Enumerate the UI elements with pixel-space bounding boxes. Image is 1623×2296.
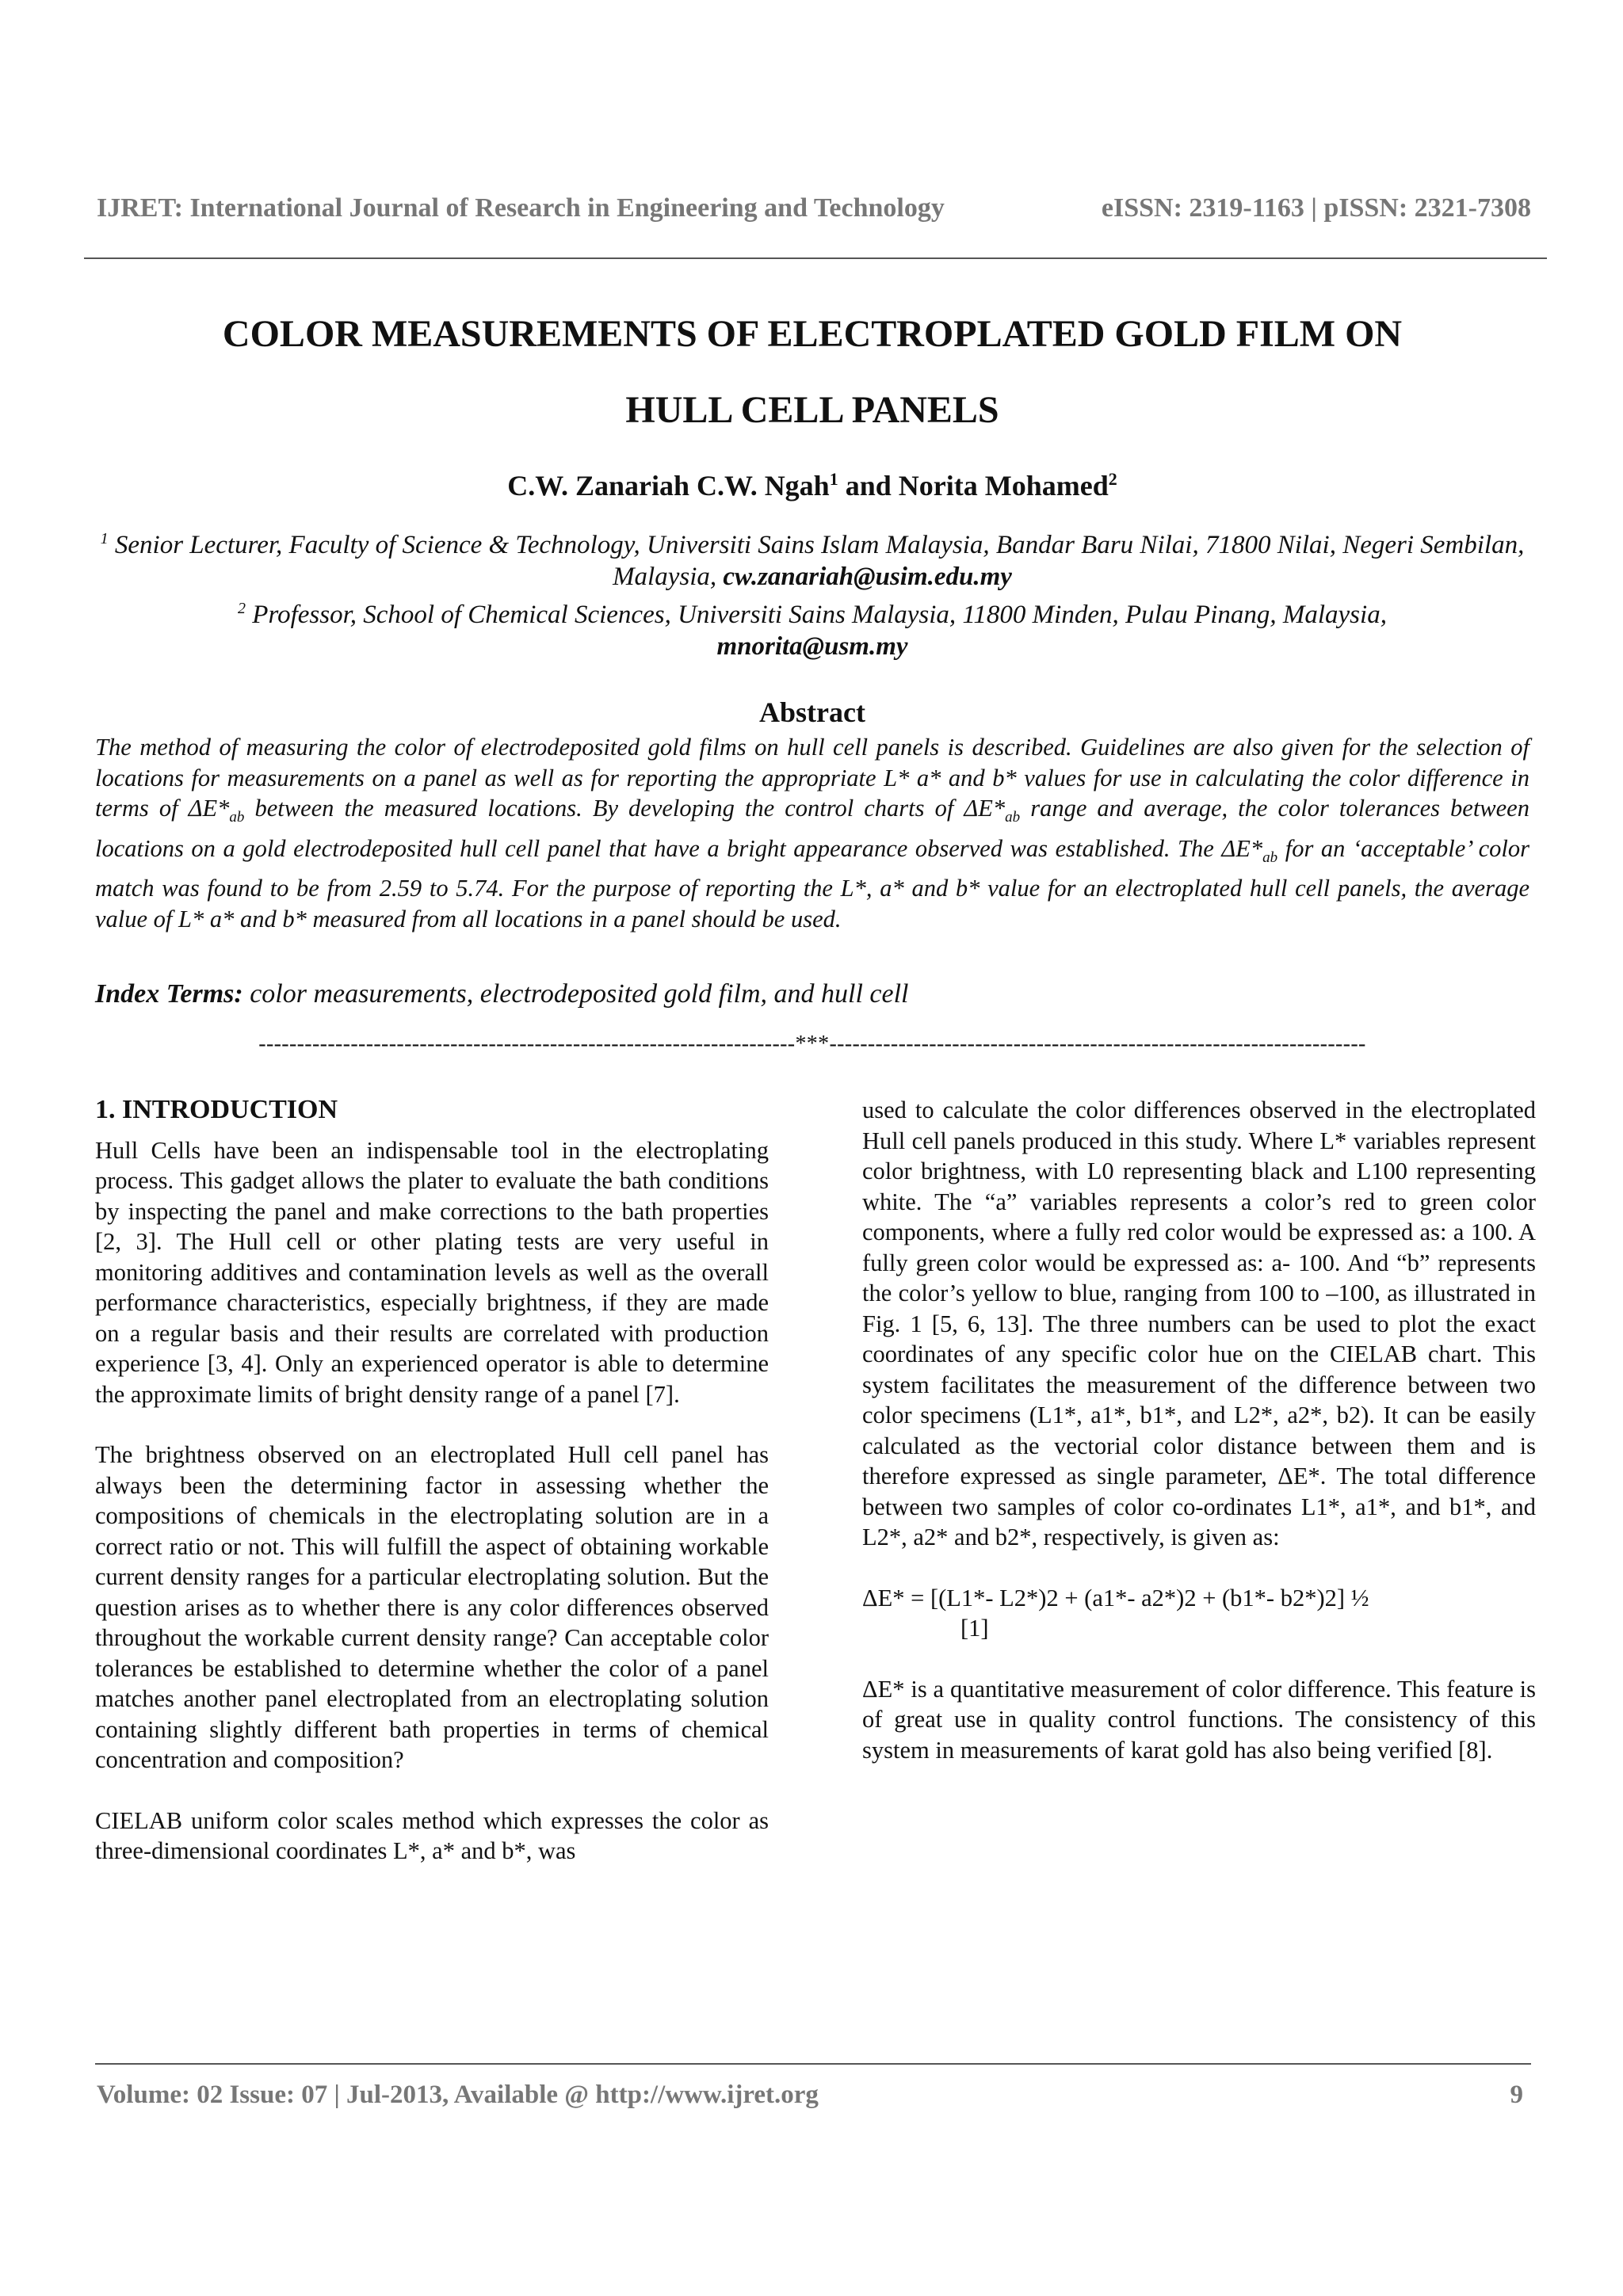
intro-paragraph-2: The brightness observed on an electroplated Hull cell panel has always been the determining factor in assessing whether the compositions of chemicals in the electroplating solution are in a correct ratio or not. This will fulfill the aspect of obtaining workable current density ranges for a particular electroplating solution. But the question arises as to whether there is any color differences observed throughout the workable current density range? Can acceptable color tolerances be established to determine whether the color of a panel matches another panel electroplated from an electroplating solution containing slightly different bath properties in terms of chemical concentration and composition? [95,1441,769,1773]
issn: eISSN: 2319-1163 | pISSN: 2321-7308 [1101,193,1531,223]
section-separator: ----------------------------------------------------------------------***---------------------------------------------------------------------- [258,1032,1366,1056]
title-line-2: HULL CELL PANELS [625,389,999,431]
intro-paragraph-3: CIELAB uniform color scales method which expresses the color as three-dimensional coordinates L*, a* and b*, was [95,1806,769,1864]
affiliation-1-mark: 1 [100,530,109,547]
abstract-text-3: range and average, the color tolerances between locations on a gold electrodeposited hull cell panel that have a bright appearance observed was established. The ΔE* [95,795,1529,862]
affiliations [95,523,1529,662]
affiliation-1-text: Senior Lecturer, Faculty of Science & Technology, Universiti Sains Islam Malaysia, Bandar Baru Nilai, 71800 Nilai, Negeri Sembilan, Malaysia, [108,531,1525,591]
affiliation-2-mark: 2 [238,600,246,617]
journal-name: IJRET: International Journal of Research in Engineering and Technology [97,193,945,223]
affiliation-2-text: Professor, School of Chemical Sciences, Universiti Sains Malaysia, 11800 Minden, Pulau Pinang, Malaysia, [246,601,1387,629]
index-terms-text: color measurements, electrodeposited gold film, and hull cell [242,979,909,1009]
author-2-affil-mark: 2 [1108,469,1117,489]
author-list [95,469,1529,502]
author-1: C.W. Zanariah C.W. Ngah [507,470,830,502]
index-terms [95,979,1529,1009]
footer-rule [95,2063,1531,2065]
index-terms-label: Index Terms: [95,979,243,1009]
intro-paragraph-1: Hull Cells have been an indispensable tool in the electroplating process. This gadget allows the plater to evaluate the bath conditions by inspecting the panel and make corrections to the bath properties [2, 3]. The Hull cell or other plating tests are very useful in monitoring additives and contamination levels as well as the overall performance characteristics, especially brightness, if they are made on a regular basis and their results are correlated with production experience [3, 4]. Only an experienced operator is able to determine the approximate limits of bright density range of a panel [7]. [95,1136,769,1408]
affiliation-2-email[interactable]: mnorita@usm.my [716,632,908,661]
intro-paragraph-5: ΔE* is a quantitative measurement of color difference. This feature is of great use in quality control functions. The consistency of this system in measurements of karat gold has also being verified [8]. [862,1675,1536,1764]
abstract-text-4: for an ‘acceptable’ color match was found to be from 2.59 to 5.74. For the purpose of reporting the L*, a* and b* value for an electroplated hull cell panels, the average value of L* a* and b* measured from all locations in a panel should be used. [95,834,1529,933]
equation-1-expression: ΔE* = [(L1*- L2*)2 + (a1*- a2*)2 + (b1*- b2*)2] ½ [862,1584,1369,1611]
paper-title [95,296,1529,448]
section-heading-introduction: 1. INTRODUCTION [95,1095,338,1124]
equation-1-number: [1] [960,1615,989,1642]
footer-volume-info: Volume: 02 Issue: 07 | Jul-2013, Available @ http://www.ijret.org [97,2081,819,2109]
abstract-subscript-1: ab [229,809,245,826]
right-column [862,1095,1536,1795]
page-number: 9 [1510,2081,1523,2109]
author-1-affil-mark: 1 [829,469,838,489]
left-column [95,1095,769,1897]
header-rule [84,257,1547,259]
page-footer [97,2081,1523,2110]
running-header [97,193,1531,223]
abstract-body [95,732,1529,934]
affiliation-1 [95,523,1529,593]
abstract-text-2: between the measured locations. By developing the control charts of ΔE* [244,795,1006,822]
equation-1 [862,1583,1536,1644]
abstract-subscript-2: ab [1005,809,1021,826]
affiliation-2 [95,593,1529,631]
author-conjunction: and [838,470,899,502]
abstract-text-1: The method of measuring the color of electrodeposited gold films on hull cell panels is described. Guidelines are also given for the selection of locations for measurements on a panel as well as for reporting the appropriate L* a* and b* values for use in calculating the color difference in terms of ΔE* [95,734,1529,822]
intro-paragraph-4: used to calculate the color differences observed in the electroplated Hull cell panels produced in this study. Where L* variables represent color brightness, with L0 representing black and L100 representing white. The “a” variables represents a color’s red to green color components, where a fully red color would be expressed as: a 100. A fully green color would be expressed as: a- 100. And “b” represents the color’s yellow to blue, ranging from 100 to –100, as illustrated in Fig. 1 [5, 6, 13]. The three numbers can be used to plot the exact coordinates of any specific color hue on the CIELAB chart. This system facilitates the measurement of the difference between two color specimens (L1*, a1*, b1*, and L2*, a2*, b2). It can be easily calculated as the vectorial color distance between them and is therefore expressed as single parameter, ΔE*. The total difference between two samples of color co-ordinates L1*, a1*, and b1*, and L2*, a2* and b2*, respectively, is given as: [862,1097,1536,1550]
abstract-subscript-3: ab [1262,849,1278,866]
affiliation-1-email[interactable]: cw.zanariah@usim.edu.my [723,563,1012,591]
title-line-1: COLOR MEASUREMENTS OF ELECTROPLATED GOLD FILM ON [222,313,1403,355]
author-2: Norita Mohamed [898,470,1109,502]
abstract-heading: Abstract [759,696,865,728]
